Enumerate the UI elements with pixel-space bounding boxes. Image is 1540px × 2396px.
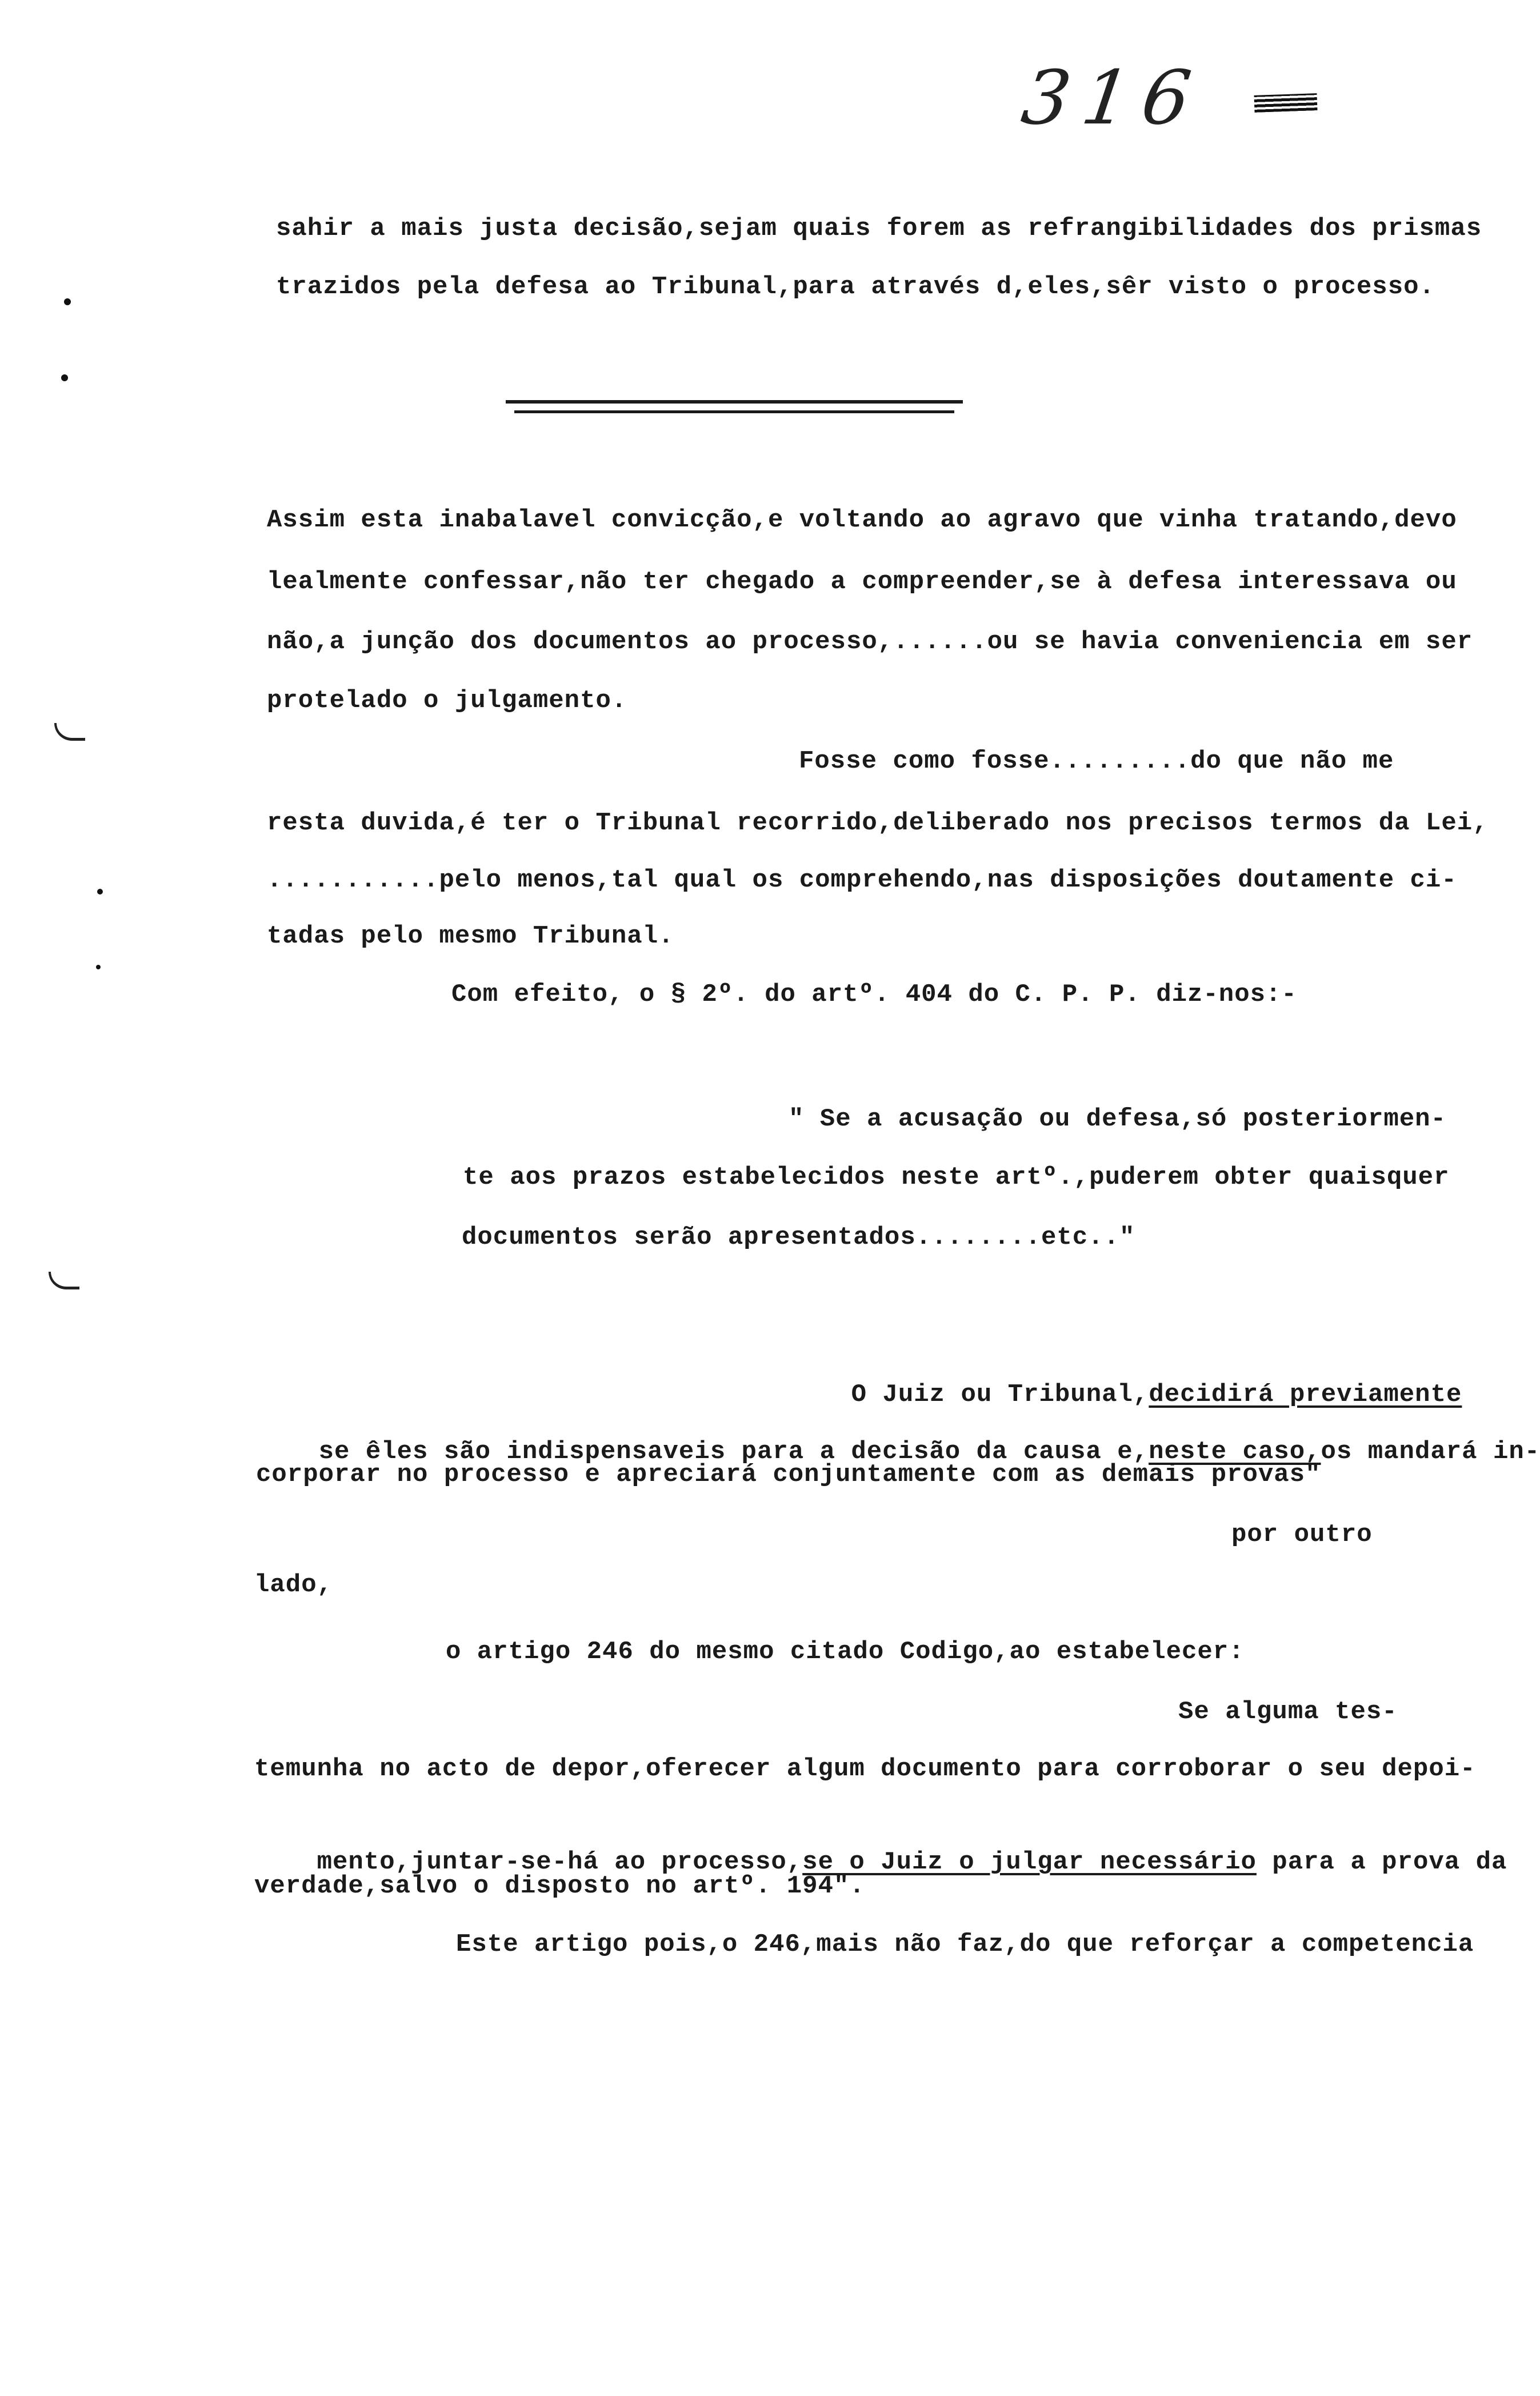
text-line: resta duvida,é ter o Tribunal recorrido,deliberado nos precisos termos da Lei, [267, 809, 1489, 837]
margin-dot [96, 965, 101, 969]
text-span: os mandará in- [1321, 1437, 1540, 1466]
section-divider [514, 410, 954, 413]
text-span: O Juiz ou Tribunal, [851, 1380, 1149, 1409]
margin-mark [49, 1272, 79, 1289]
text-line: tadas pelo mesmo Tribunal. [267, 922, 674, 951]
text-line: ...........pelo menos,tal qual os comprehendo,nas disposições doutamente ci- [267, 866, 1457, 894]
text-line: te aos prazos estabelecidos neste artº.,puderem obter quaisquer [463, 1163, 1450, 1192]
text-line: corporar no processo e apreciará conjuntamente com as demais provas" [256, 1460, 1321, 1489]
section-divider [506, 400, 963, 404]
handwritten-page-number: 316 [1017, 54, 1209, 141]
text-span: se êles são indispensaveis para a decisão da causa e, [318, 1437, 1149, 1466]
underlined-text: se o Juiz o julgar necessário [802, 1848, 1257, 1876]
struck-out-number [1254, 93, 1318, 113]
underlined-text: neste caso, [1149, 1437, 1321, 1466]
text-line: temunha no acto de depor,oferecer algum documento para corroborar o seu depoi- [254, 1755, 1476, 1783]
margin-dot [97, 889, 103, 894]
text-line: lado, [254, 1571, 333, 1599]
text-span: para a prova da [1256, 1848, 1507, 1876]
margin-dot [64, 298, 71, 305]
text-line: " Se a acusação ou defesa,só posteriormen- [789, 1105, 1446, 1133]
text-line: não,a junção dos documentos ao processo,......ou se havia conveniencia em ser [267, 628, 1473, 656]
text-line: Este artigo pois,o 246,mais não faz,do que reforçar a competencia [456, 1930, 1474, 1959]
text-span: mento,juntar-se-há ao processo, [317, 1848, 803, 1876]
text-line: Com efeito, o § 2º. do artº. 404 do C. P. P. diz-nos:- [451, 980, 1297, 1009]
text-line: trazidos pela defesa ao Tribunal,para através d,eles,sêr visto o processo. [276, 273, 1435, 301]
margin-dot [61, 374, 68, 381]
margin-mark [54, 723, 85, 741]
text-line: documentos serão apresentados........etc.." [462, 1223, 1135, 1252]
text-line: por outro [1231, 1520, 1373, 1549]
text-line: o artigo 246 do mesmo citado Codigo,ao estabelecer: [446, 1638, 1245, 1666]
text-line: Fosse como fosse.........do que não me [799, 747, 1394, 776]
text-line: verdade,salvo o disposto no artº. 194". [254, 1872, 865, 1900]
text-line: Assim esta inabalavel convicção,e voltando ao agravo que vinha tratando,devo [267, 506, 1457, 534]
text-line: Se alguma tes- [1178, 1698, 1398, 1726]
text-line: sahir a mais justa decisão,sejam quais forem as refrangibilidades dos prismas [276, 214, 1482, 243]
text-line: protelado o julgamento. [267, 686, 627, 715]
underlined-text: decidirá previamente [1149, 1380, 1462, 1409]
text-line: lealmente confessar,não ter chegado a compreender,se à defesa interessava ou [267, 568, 1457, 596]
